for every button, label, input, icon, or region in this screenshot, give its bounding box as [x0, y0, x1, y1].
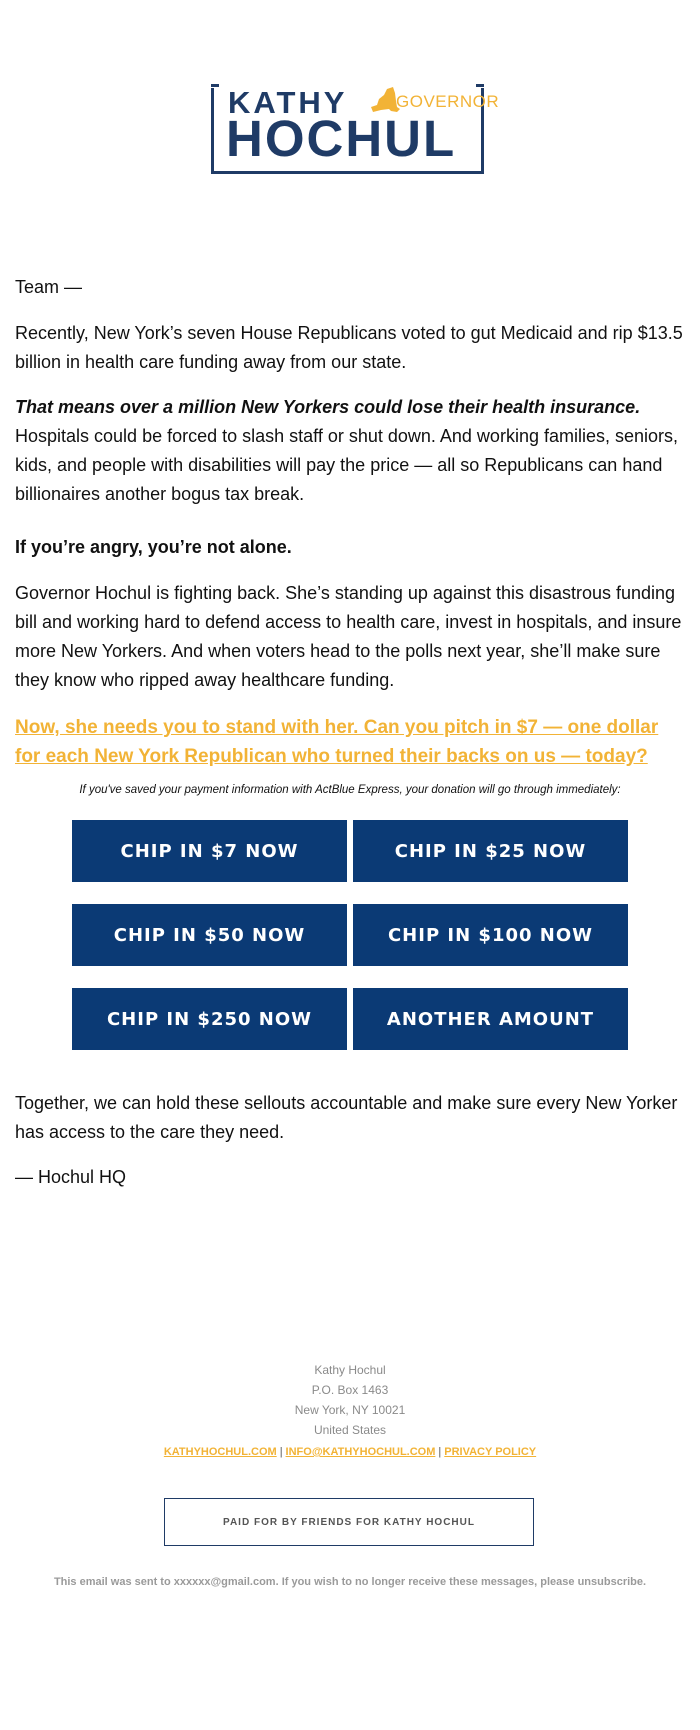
link-separator: | — [279, 1446, 283, 1458]
paragraph-1: Recently, New York’s seven House Republicans voted to gut Medicaid and rip $13.5 billion in health care funding away from our state. — [15, 323, 683, 372]
chip-in-250-button[interactable]: CHIP IN $250 NOW — [72, 988, 347, 1050]
email-link[interactable]: INFO@KATHYHOCHUL.COM — [285, 1446, 436, 1458]
logo-title: GOVERNOR — [396, 92, 500, 111]
address-line: United States — [313, 1423, 387, 1437]
chip-in-25-button[interactable]: CHIP IN $25 NOW — [353, 820, 628, 882]
paid-for-disclaimer: PAID FOR BY FRIENDS FOR KATHY HOCHUL — [164, 1498, 534, 1546]
footer-address — [0, 1360, 700, 1440]
paragraph-4: Governor Hochul is fighting back. She’s standing up against this disastrous funding bill and working hard to defend access to health care, invest in hospitals, and insure more New Yorkers. And when voters head to the polls next year, she’ll make sure they know who ripped away healthcare funding. — [15, 583, 682, 690]
another-amount-button[interactable]: ANOTHER AMOUNT — [353, 988, 628, 1050]
donate-cta-link[interactable]: Now, she needs you to stand with her. Can you pitch in $7 — one dollar for each New York Republican who turned their backs on us — today? — [15, 717, 659, 767]
paragraph-2-emphasis: That means over a million New Yorkers could lose their health insurance. — [15, 397, 641, 417]
chip-in-100-button[interactable]: CHIP IN $100 NOW — [353, 904, 628, 966]
actblue-express-note: If you've saved your payment information with ActBlue Express, your donation will go through immediately: — [79, 784, 621, 796]
paragraph-2-rest: Hospitals could be forced to slash staff or shut down. And working families, seniors, kids, and people with disabilities will pay the price — all so Republicans can hand billionaires another bogus tax break. — [15, 426, 679, 504]
chip-in-50-button[interactable]: CHIP IN $50 NOW — [72, 904, 347, 966]
logo-first-name: KATHY — [228, 85, 348, 120]
closing-paragraph: Together, we can hold these sellouts accountable and make sure every New Yorker has access to the care they need. — [15, 1093, 678, 1142]
unsubscribe-notice[interactable]: This email was sent to xxxxxx@gmail.com. If you wish to no longer receive these messages, please unsubscribe. — [53, 1576, 647, 1588]
link-separator: | — [438, 1446, 442, 1458]
greeting: Team — — [15, 277, 83, 297]
signoff: — Hochul HQ — [15, 1167, 127, 1187]
address-line: P.O. Box 1463 — [311, 1383, 389, 1397]
logo-last-name: HOCHUL — [226, 110, 457, 167]
paragraph-3: If you’re angry, you’re not alone. — [15, 537, 292, 557]
address-line: Kathy Hochul — [314, 1363, 386, 1377]
address-line: New York, NY 10021 — [294, 1403, 406, 1417]
website-link[interactable]: KATHYHOCHUL.COM — [163, 1446, 277, 1458]
paragraph-2 — [15, 393, 687, 509]
chip-in-7-button[interactable]: CHIP IN $7 NOW — [72, 820, 347, 882]
privacy-policy-link[interactable]: PRIVACY POLICY — [444, 1446, 537, 1458]
footer-links — [0, 1446, 700, 1458]
